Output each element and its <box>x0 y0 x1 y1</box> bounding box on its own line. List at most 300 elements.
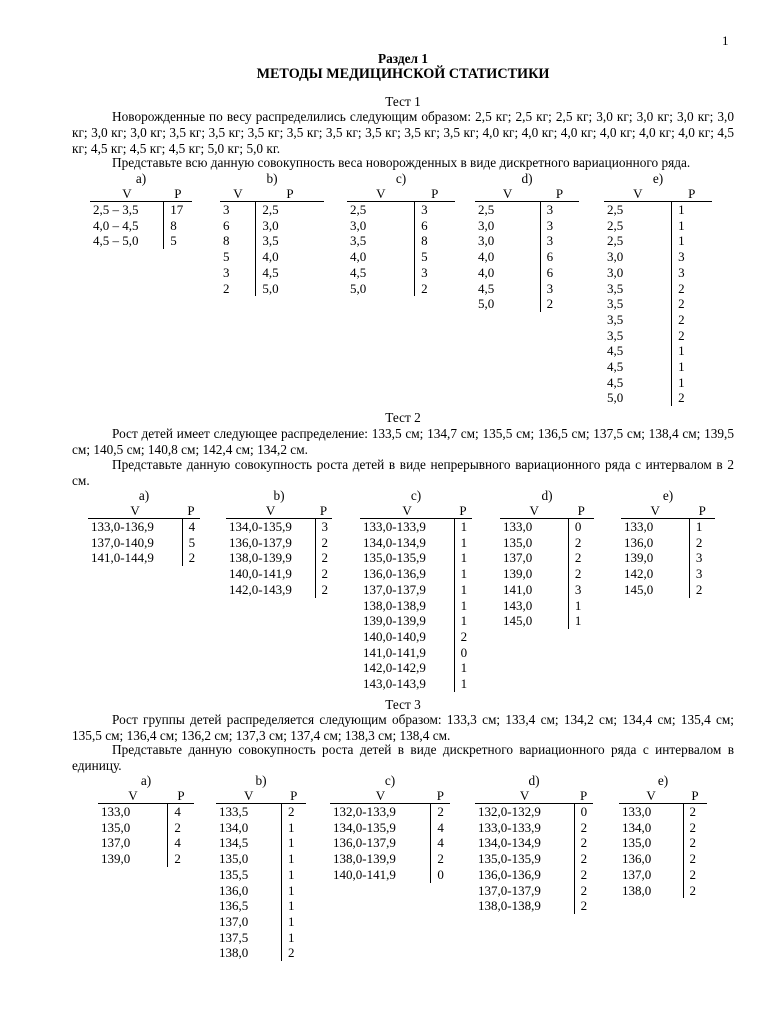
frequency-cell: 2 <box>321 581 329 597</box>
value-cell: 4,0 – 4,5 <box>90 218 164 234</box>
table-row <box>330 851 450 867</box>
table-row <box>604 375 712 391</box>
frequency-cell: 1 <box>460 550 468 566</box>
column-header-v: V <box>90 186 164 202</box>
value-cell: 4,5 <box>347 265 415 281</box>
test-2-option-b <box>226 488 332 598</box>
value-cell: 140,0-140,9 <box>360 629 454 645</box>
table-row <box>216 820 306 836</box>
table-row <box>330 820 450 836</box>
value-cell: 137,0-140,9 <box>88 535 182 551</box>
value-cell: 139,0 <box>621 550 689 566</box>
value-cell: 3,5 <box>604 281 672 297</box>
column-header-p: P <box>182 503 200 519</box>
frequency-cell: 5 <box>188 534 196 550</box>
value-cell: 139,0 <box>500 566 568 582</box>
test-1-paragraph-1: Новорожденные по весу распределились следующим образом: 2,5 кг; 2,5 кг; 2,5 кг; 3,0 кг; 3,0 кг; 3,0 кг; 3,0 кг; 3,0 кг; 3,0 кг; 3,5 кг; 3,5 кг; 3,5 кг; 3,5 кг; 3,5 кг; 3,5 кг; 3,5 кг; 3,5 кг; 4,0 кг; 4,0 кг; 4,0 кг; 4,0 кг; 4,0 кг; 4,0 кг; 4,5 кг; 4,5 кг; 4,5 кг; 4,5 кг; 5,0 кг; 5,0 кг. <box>72 109 734 156</box>
frequency-cell: 1 <box>678 202 685 217</box>
frequency-cell: 2 <box>421 280 428 296</box>
option-label: c) <box>410 488 422 503</box>
value-cell: 3 <box>220 265 256 281</box>
frequency-cell: 2 <box>546 296 554 312</box>
table-row <box>604 233 712 249</box>
column-header-p: P <box>574 788 593 804</box>
table-row <box>216 851 306 867</box>
frequency-cell: 1 <box>678 233 685 249</box>
test-2-paragraph-1: Рост детей имеет следующее распределение: 133,5 см; 134,7 см; 135,5 см; 136,5 см; 137,5 см; 138,4 см; 139,5 см; 140,5 см; 140,8 см; 142,4 см; 134,2 см. <box>72 426 734 457</box>
table-row <box>621 550 715 566</box>
value-cell: 141,0-144,9 <box>88 550 182 566</box>
table-row <box>619 851 707 867</box>
option-label: d) <box>528 773 540 788</box>
test-3-option-d <box>475 773 593 914</box>
value-cell: 134,0 <box>619 820 683 836</box>
frequency-cell: 3 <box>678 249 685 265</box>
frequency-cell: 4,0 <box>262 249 279 265</box>
value-cell: 3,0 <box>475 218 540 234</box>
table-row <box>216 804 306 820</box>
frequency-cell: 3 <box>546 217 554 233</box>
value-cell: 134,5 <box>216 835 281 851</box>
value-cell: 133,0-136,9 <box>88 519 182 535</box>
value-cell: 133,0-133,9 <box>360 519 454 535</box>
value-cell: 132,0-133,9 <box>330 804 431 820</box>
frequency-cell: 2 <box>321 534 329 550</box>
frequency-cell: 2 <box>580 835 588 851</box>
value-cell: 135,0-135,9 <box>475 851 574 867</box>
frequency-cell: 1 <box>678 343 685 359</box>
column-header-v: V <box>216 788 281 804</box>
value-cell: 3,5 <box>604 296 672 312</box>
value-cell: 138,0-138,9 <box>360 598 454 614</box>
value-cell: 3,5 <box>347 233 415 249</box>
frequency-cell: 1 <box>678 217 685 233</box>
value-cell: 4,0 <box>475 249 540 265</box>
frequency-cell: 4,5 <box>262 264 279 280</box>
value-cell: 137,0-137,9 <box>475 883 574 899</box>
table-row <box>619 867 707 883</box>
value-cell: 137,5 <box>216 930 281 946</box>
frequency-cell: 5 <box>421 249 428 265</box>
column-header-v: V <box>475 186 540 202</box>
value-cell: 135,5 <box>216 867 281 883</box>
frequency-cell: 2,5 <box>262 202 279 217</box>
frequency-cell: 1 <box>695 519 703 534</box>
table-row <box>347 281 455 297</box>
value-cell: 136,5 <box>216 898 281 914</box>
frequency-cell: 3 <box>421 202 428 217</box>
test-2-title: Тест 2 <box>385 410 421 425</box>
frequency-cell: 3,5 <box>262 233 279 249</box>
frequency-cell: 3 <box>321 519 329 534</box>
value-cell: 2,5 <box>604 202 672 218</box>
value-cell: 2,5 <box>475 202 540 218</box>
column-header-v: V <box>621 503 689 519</box>
table-row <box>619 883 707 899</box>
value-cell: 135,0 <box>216 851 281 867</box>
frequency-cell: 2 <box>574 534 582 550</box>
value-cell: 8 <box>220 233 256 249</box>
value-cell: 5,0 <box>604 390 672 406</box>
table-row <box>360 629 472 645</box>
value-cell: 137,0 <box>500 550 568 566</box>
table-row <box>220 265 324 281</box>
test-3-paragraph-1: Рост группы детей распределяется следующим образом: 133,3 см; 133,4 см; 134,2 см; 134,4 см; 135,4 см; 135,5 см; 136,4 см; 136,2 см; 137,3 см; 137,4 см; 138,3 см; 138,4 см. <box>72 712 734 743</box>
test-2-option-c <box>360 488 472 692</box>
frequency-cell: 2 <box>678 296 685 312</box>
frequency-cell: 2 <box>689 851 697 867</box>
value-cell: 132,0-132,9 <box>475 804 574 820</box>
option-label: b) <box>273 488 285 503</box>
frequency-cell: 2 <box>174 851 181 867</box>
value-cell: 5,0 <box>475 296 540 312</box>
table-row <box>216 930 306 946</box>
table-row <box>220 218 324 234</box>
value-cell: 138,0-139,9 <box>330 851 431 867</box>
frequency-cell: 1 <box>287 819 295 835</box>
value-cell: 137,0-137,9 <box>360 582 454 598</box>
section-heading: Раздел 1 <box>378 51 428 66</box>
column-header-v: V <box>500 503 568 519</box>
table-row <box>220 281 324 297</box>
table-row <box>475 898 593 914</box>
frequency-cell: 2 <box>460 628 468 644</box>
frequency-cell: 6 <box>546 249 554 265</box>
value-cell: 136,0-136,9 <box>360 566 454 582</box>
frequency-cell: 1 <box>287 913 295 929</box>
table-row <box>621 535 715 551</box>
test-1-paragraph-2: Представьте всю данную совокупность веса новорожденных в виде дискретного вариационного ряда. <box>112 155 691 170</box>
table-row <box>226 519 332 535</box>
option-label: b) <box>266 171 278 186</box>
value-cell: 138,0 <box>619 883 683 899</box>
frequency-cell: 2 <box>188 550 196 566</box>
column-header-v: V <box>220 186 256 202</box>
frequency-cell: 2 <box>287 945 295 961</box>
value-cell: 5,0 <box>347 281 415 297</box>
value-cell: 142,0-142,9 <box>360 660 454 676</box>
frequency-cell: 8 <box>421 233 428 249</box>
value-cell: 140,0-141,9 <box>226 566 315 582</box>
table-row <box>220 233 324 249</box>
table-row <box>360 613 472 629</box>
frequency-cell: 2 <box>437 851 444 867</box>
value-cell: 135,0 <box>98 820 168 836</box>
table-row <box>500 535 594 551</box>
table-row <box>226 535 332 551</box>
frequency-cell: 4 <box>437 835 444 851</box>
value-cell: 133,0 <box>98 804 168 820</box>
column-header-v: V <box>88 503 182 519</box>
test-2-option-e <box>621 488 715 598</box>
value-cell: 137,0 <box>98 835 168 851</box>
test-1-option-b <box>220 171 324 296</box>
value-cell: 4,5 <box>604 343 672 359</box>
option-label: c) <box>395 171 407 186</box>
frequency-cell: 4 <box>188 519 196 534</box>
frequency-cell: 2 <box>321 550 329 566</box>
frequency-cell: 1 <box>287 898 295 914</box>
test-3-option-b <box>216 773 306 961</box>
table-row <box>475 218 579 234</box>
table-row <box>360 550 472 566</box>
frequency-cell: 3 <box>574 581 582 597</box>
page-number: 1 <box>722 33 729 48</box>
frequency-cell: 2 <box>689 835 697 851</box>
table-row <box>90 233 192 249</box>
table-row <box>347 233 455 249</box>
frequency-cell: 2 <box>678 390 685 406</box>
value-cell: 3 <box>220 202 256 218</box>
table-row <box>330 804 450 820</box>
value-cell: 134,0-134,9 <box>475 835 574 851</box>
table-row <box>347 202 455 218</box>
table-row <box>500 566 594 582</box>
table-row <box>604 312 712 328</box>
frequency-cell: 1 <box>678 374 685 390</box>
column-header-p: P <box>540 186 579 202</box>
column-header-p: P <box>568 503 594 519</box>
frequency-cell: 1 <box>574 613 582 629</box>
table-row <box>500 582 594 598</box>
value-cell: 145,0 <box>500 613 568 629</box>
table-row <box>500 598 594 614</box>
frequency-cell: 1 <box>287 929 295 945</box>
option-label: a) <box>135 171 147 186</box>
value-cell: 133,5 <box>216 804 281 820</box>
frequency-cell: 2 <box>695 534 703 550</box>
table-row <box>475 233 579 249</box>
option-label: a) <box>140 773 152 788</box>
option-label: d) <box>541 488 553 503</box>
frequency-cell: 2 <box>580 882 588 898</box>
test-3-title: Тест 3 <box>385 697 421 712</box>
value-cell: 3,0 <box>347 218 415 234</box>
value-cell: 141,0-141,9 <box>360 645 454 661</box>
frequency-cell: 3,0 <box>262 217 279 233</box>
column-header-v: V <box>347 186 415 202</box>
frequency-cell: 6 <box>546 264 554 280</box>
table-row <box>475 202 579 218</box>
table-row <box>475 249 579 265</box>
table-row <box>347 218 455 234</box>
option-label: e) <box>657 773 669 788</box>
test-2-option-a <box>88 488 200 566</box>
frequency-cell: 1 <box>287 866 295 882</box>
value-cell: 145,0 <box>621 582 689 598</box>
table-row <box>226 566 332 582</box>
column-header-p: P <box>281 788 306 804</box>
test-1-option-c <box>347 171 455 296</box>
value-cell: 134,0-135,9 <box>226 519 315 535</box>
frequency-cell: 3 <box>546 280 554 296</box>
table-row <box>98 851 194 867</box>
table-row <box>475 867 593 883</box>
table-row <box>88 519 200 535</box>
column-header-v: V <box>619 788 683 804</box>
value-cell: 138,0-139,9 <box>226 550 315 566</box>
column-header-v: V <box>360 503 454 519</box>
value-cell: 2 <box>220 281 256 297</box>
value-cell: 3,5 <box>604 312 672 328</box>
column-header-p: P <box>415 186 455 202</box>
table-row <box>360 598 472 614</box>
table-row <box>98 820 194 836</box>
value-cell: 3,5 <box>604 328 672 344</box>
option-label: e) <box>662 488 674 503</box>
table-row <box>360 645 472 661</box>
frequency-cell: 1 <box>678 359 685 375</box>
table-row <box>604 202 712 218</box>
table-row <box>475 281 579 297</box>
frequency-cell: 2 <box>678 327 685 343</box>
frequency-cell: 8 <box>170 217 177 233</box>
frequency-cell: 2 <box>287 804 295 819</box>
value-cell: 135,0-135,9 <box>360 550 454 566</box>
value-cell: 4,0 <box>347 249 415 265</box>
frequency-cell: 3 <box>421 264 428 280</box>
table-row <box>216 883 306 899</box>
value-cell: 138,0-138,9 <box>475 898 574 914</box>
table-row <box>330 835 450 851</box>
column-header-p: P <box>683 788 707 804</box>
value-cell: 4,5 <box>604 359 672 375</box>
table-row <box>621 582 715 598</box>
value-cell: 2,5 <box>347 202 415 218</box>
table-row <box>360 660 472 676</box>
column-header-v: V <box>330 788 431 804</box>
option-label: e) <box>652 171 664 186</box>
value-cell: 4,5 <box>475 281 540 297</box>
table-row <box>475 883 593 899</box>
frequency-cell: 0 <box>437 866 444 882</box>
table-row <box>90 218 192 234</box>
frequency-cell: 2 <box>321 566 329 582</box>
value-cell: 143,0 <box>500 598 568 614</box>
column-header-v: V <box>98 788 168 804</box>
option-label: b) <box>255 773 267 788</box>
value-cell: 140,0-141,9 <box>330 867 431 883</box>
value-cell: 2,5 <box>604 218 672 234</box>
value-cell: 4,5 – 5,0 <box>90 233 164 249</box>
test-1-option-d <box>475 171 579 312</box>
frequency-cell: 1 <box>460 519 468 534</box>
value-cell: 133,0 <box>619 804 683 820</box>
frequency-cell: 1 <box>460 613 468 629</box>
option-label: d) <box>521 171 533 186</box>
frequency-cell: 1 <box>574 597 582 613</box>
test-3-option-c <box>330 773 450 883</box>
table-row <box>347 265 455 281</box>
frequency-cell: 2 <box>689 804 697 819</box>
value-cell: 143,0-143,9 <box>360 676 454 692</box>
table-row <box>604 343 712 359</box>
frequency-cell: 2 <box>689 882 697 898</box>
test-1-option-e <box>604 171 712 406</box>
table-row <box>226 582 332 598</box>
frequency-cell: 2 <box>689 819 697 835</box>
value-cell: 136,0 <box>621 535 689 551</box>
table-row <box>98 804 194 820</box>
value-cell: 133,0 <box>621 519 689 535</box>
value-cell: 134,0 <box>216 820 281 836</box>
frequency-cell: 3 <box>546 233 554 249</box>
test-1-option-a <box>90 171 192 249</box>
frequency-cell: 3 <box>546 202 554 217</box>
frequency-cell: 1 <box>287 882 295 898</box>
table-row <box>621 566 715 582</box>
column-header-p: P <box>431 788 450 804</box>
frequency-cell: 2 <box>689 866 697 882</box>
frequency-cell: 2 <box>580 866 588 882</box>
value-cell: 3,0 <box>604 249 672 265</box>
value-cell: 135,0 <box>500 535 568 551</box>
table-row <box>604 265 712 281</box>
value-cell: 142,0 <box>621 566 689 582</box>
option-label: a) <box>138 488 150 503</box>
table-row <box>475 804 593 820</box>
value-cell: 133,0 <box>500 519 568 535</box>
column-header-p: P <box>168 788 194 804</box>
test-3-option-e <box>619 773 707 898</box>
table-row <box>226 550 332 566</box>
table-row <box>475 835 593 851</box>
frequency-cell: 4 <box>174 804 181 819</box>
value-cell: 135,0 <box>619 835 683 851</box>
frequency-cell: 2 <box>678 311 685 327</box>
frequency-cell: 2 <box>574 566 582 582</box>
value-cell: 136,0-136,9 <box>475 867 574 883</box>
test-2-option-d <box>500 488 594 629</box>
value-cell: 3,0 <box>475 233 540 249</box>
test-1-title: Тест 1 <box>385 94 421 109</box>
frequency-cell: 1 <box>460 660 468 676</box>
frequency-cell: 2 <box>580 851 588 867</box>
table-row <box>360 519 472 535</box>
frequency-cell: 0 <box>580 804 588 819</box>
frequency-cell: 4 <box>174 835 181 851</box>
table-row <box>604 249 712 265</box>
table-row <box>88 535 200 551</box>
table-row <box>347 249 455 265</box>
table-row <box>619 804 707 820</box>
column-header-p: P <box>454 503 472 519</box>
table-row <box>216 835 306 851</box>
value-cell: 142,0-143,9 <box>226 582 315 598</box>
value-cell: 137,0 <box>619 867 683 883</box>
column-header-p: P <box>256 186 324 202</box>
table-row <box>475 820 593 836</box>
value-cell: 5 <box>220 249 256 265</box>
table-row <box>216 867 306 883</box>
value-cell: 6 <box>220 218 256 234</box>
table-row <box>220 202 324 218</box>
frequency-cell: 17 <box>170 202 184 217</box>
frequency-cell: 5,0 <box>262 280 279 296</box>
value-cell: 139,0 <box>98 851 168 867</box>
table-row <box>360 676 472 692</box>
frequency-cell: 2 <box>580 819 588 835</box>
value-cell: 137,0 <box>216 914 281 930</box>
table-row <box>500 519 594 535</box>
frequency-cell: 0 <box>460 644 468 660</box>
table-row <box>621 519 715 535</box>
frequency-cell: 2 <box>574 550 582 566</box>
table-row <box>330 867 450 883</box>
value-cell: 136,0-137,9 <box>330 835 431 851</box>
test-2-paragraph-2: Представьте данную совокупность роста детей в виде непрерывного вариационного ряда с интервалом в 2 см. <box>72 457 734 488</box>
frequency-cell: 3 <box>678 264 685 280</box>
